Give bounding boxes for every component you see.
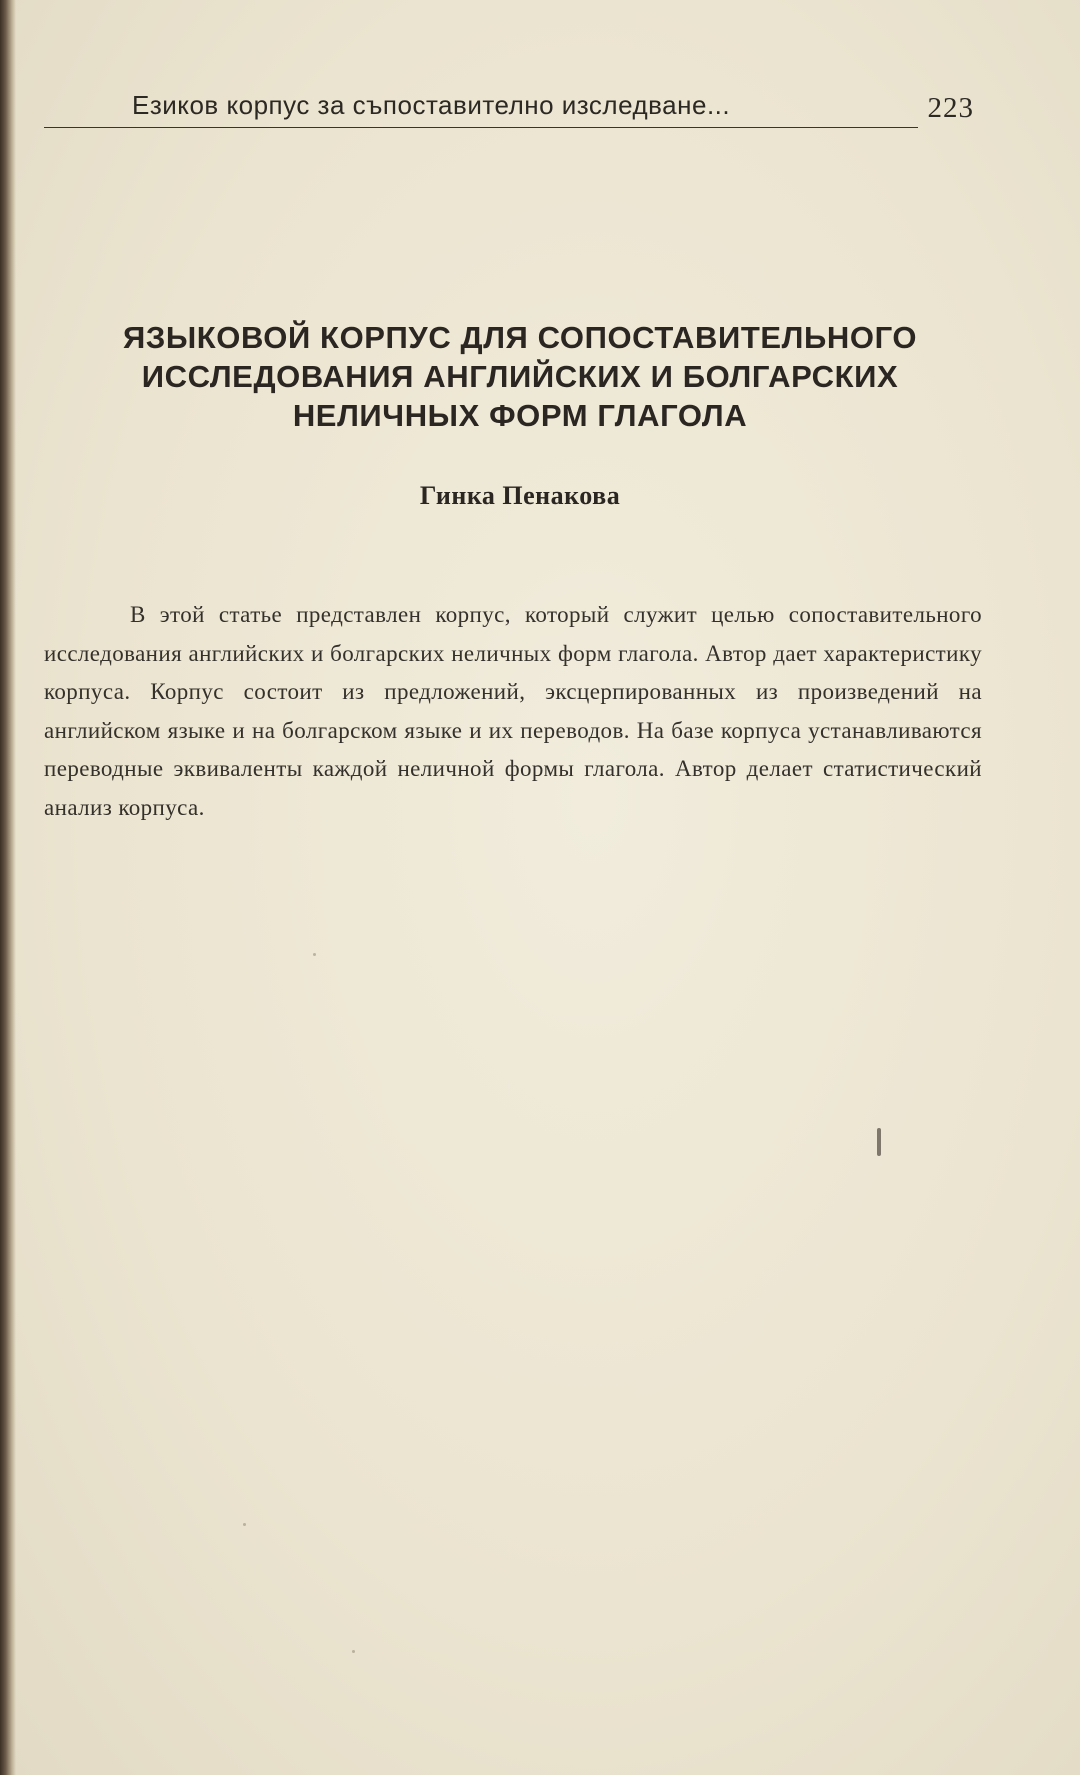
article-title (60, 318, 980, 435)
running-head (44, 90, 974, 130)
page-number: 223 (927, 92, 974, 124)
running-head-title: Езиков корпус за съпоставително изследване... (132, 90, 731, 120)
paper-speck (243, 1523, 246, 1526)
pen-mark (877, 1128, 881, 1156)
header-rule (44, 127, 918, 128)
article-title-line-2: ИССЛЕДОВАНИЯ АНГЛИЙСКИХ И БОЛГАРСКИХ (141, 359, 899, 394)
article-author: Гинка Пенакова (419, 481, 621, 510)
article-abstract: В этой статье представлен корпус, который служит целью сопоставительного исследования английских и болгарских неличных форм глагола. Автор дает характеристику корпуса. Корпус состоит из предложений, эксцерпированных из произведений на английском языке и на болгарском языке и их переводов. На базе корпуса устанавливаются переводные эквиваленты каждой неличной формы глагола. Автор делает статистический анализ корпуса. (44, 602, 982, 820)
paper-speck (352, 1650, 355, 1653)
article-title-line-3: НЕЛИЧНЫХ ФОРМ ГЛАГОЛА (292, 398, 748, 433)
paper-speck (313, 953, 316, 956)
article-title-line-1: ЯЗЫКОВОЙ КОРПУС ДЛЯ СОПОСТАВИТЕЛЬНОГО (122, 320, 918, 355)
book-spine-shadow (0, 0, 16, 1775)
